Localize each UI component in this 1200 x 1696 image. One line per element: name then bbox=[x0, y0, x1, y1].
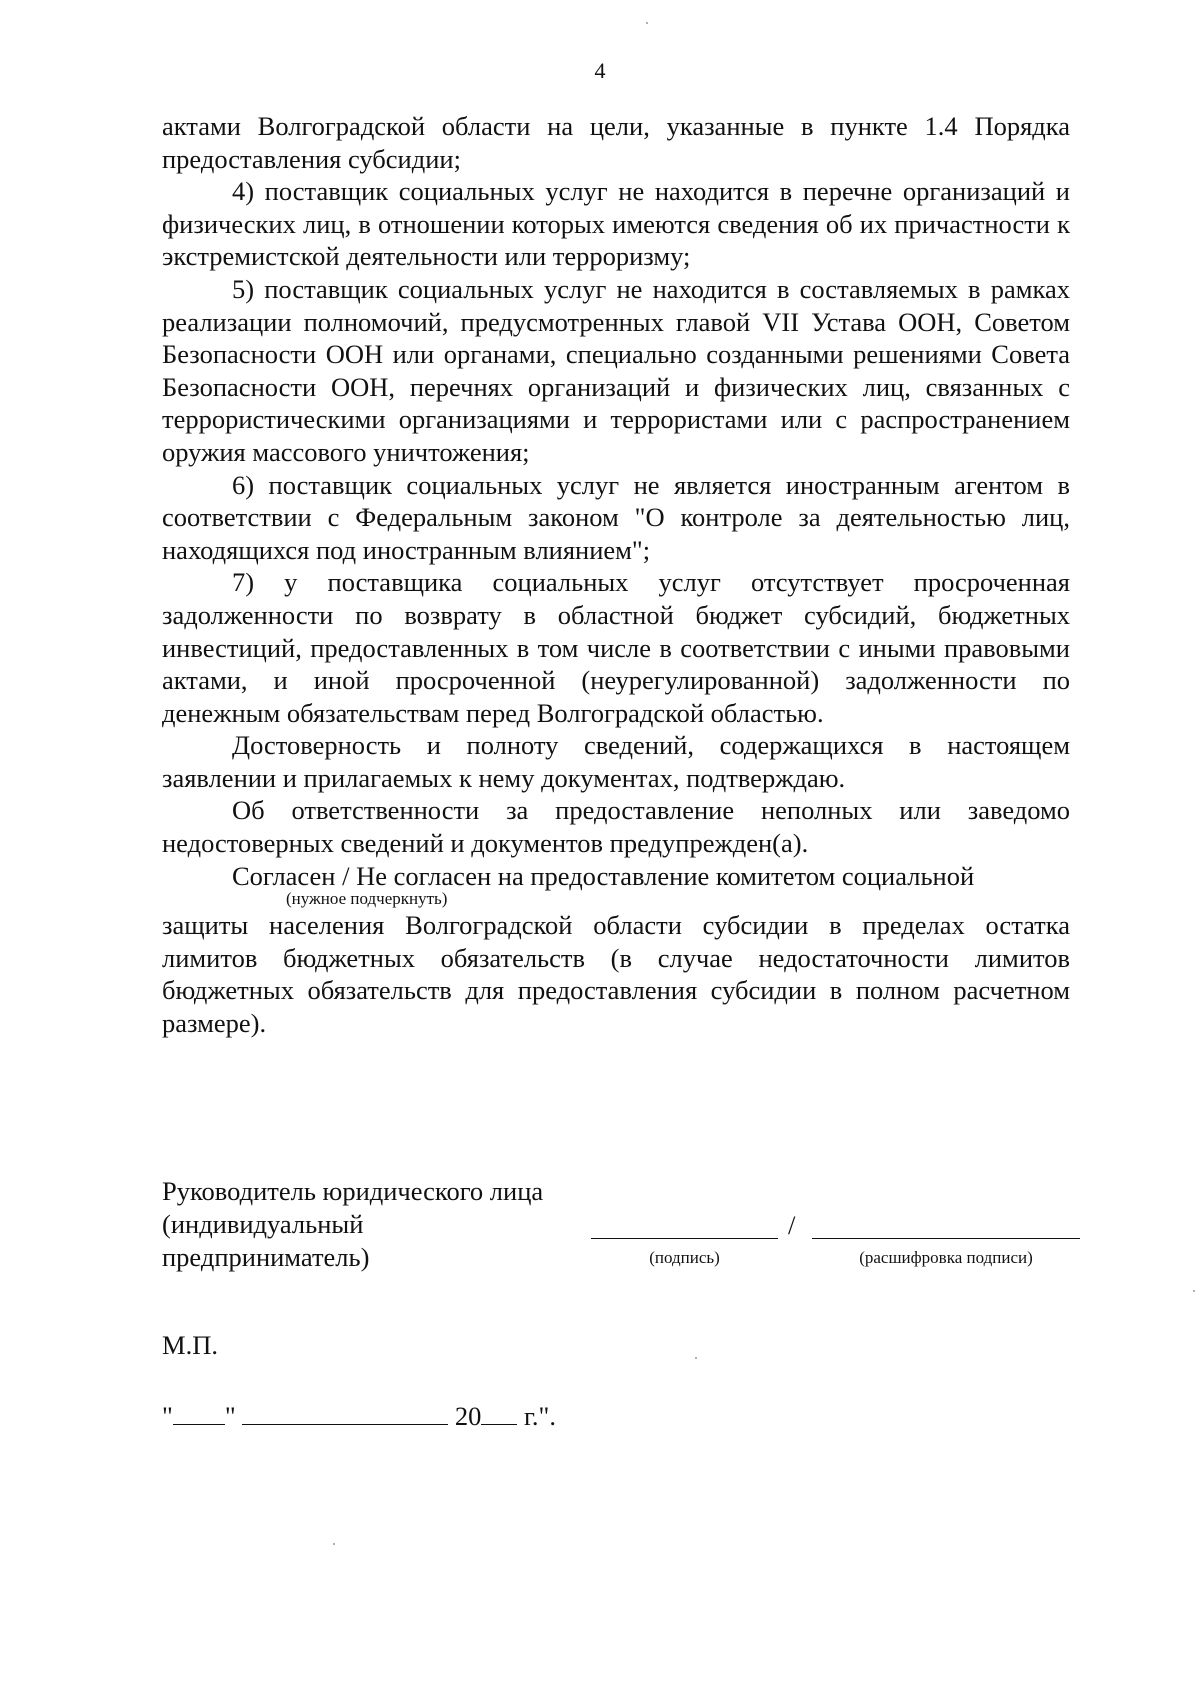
scan-speck bbox=[646, 22, 648, 24]
date-month-field[interactable] bbox=[242, 1400, 448, 1425]
signature-caption: (подпись) bbox=[649, 1248, 720, 1267]
date-open-quote: " bbox=[162, 1401, 173, 1431]
date-day-field[interactable] bbox=[173, 1400, 225, 1425]
date-close-quote: " bbox=[224, 1401, 236, 1431]
date-year-field[interactable] bbox=[481, 1400, 517, 1425]
date-row bbox=[162, 1400, 556, 1432]
paragraph-item-6: 6) поставщик социальных услуг не является иностранным агентом в соответствии с Федеральным законом "О контроле за деятельностью лиц, находящихся под иностранным влиянием"; bbox=[162, 469, 1070, 565]
paragraph-item-4: 4) поставщик социальных услуг не находится в перечне организаций и физических лиц, в отношении которых имеются сведения об их причастности к экстремистской деятельности или терроризму; bbox=[162, 176, 1070, 272]
signatory-role-line-1: Руководитель юридического лица bbox=[162, 1176, 544, 1206]
page-number: 4 bbox=[594, 58, 606, 83]
date-year-prefix: 20 bbox=[454, 1401, 482, 1431]
date-suffix: г.". bbox=[524, 1401, 556, 1431]
signatory-role-line-3: предприниматель) bbox=[162, 1242, 370, 1272]
consent-hint: (нужное подчеркнуть) bbox=[286, 889, 448, 909]
scan-speck bbox=[333, 1543, 335, 1545]
scan-speck bbox=[695, 1357, 697, 1359]
paragraph-intro: актами Волгоградской области на цели, указанные в пункте 1.4 Порядка предоставления субсидии; bbox=[162, 111, 1070, 174]
signature-separator: / bbox=[788, 1210, 796, 1240]
stamp-placeholder: М.П. bbox=[162, 1330, 218, 1360]
consent-line: Согласен / Не согласен на предоставление комитетом социальной bbox=[232, 860, 975, 891]
signature-decoding-caption: (расшифровка подписи) bbox=[859, 1248, 1033, 1267]
paragraph-reliability: Достоверность и полноту сведений, содержащихся в настоящем заявлении и прилагаемых к нему документах, подтверждаю. bbox=[162, 730, 1070, 793]
document-body bbox=[162, 110, 1070, 1040]
paragraph-item-5: 5) поставщик социальных услуг не находится в составляемых в рамках реализации полномочий, предусмотренных главой VII Устава ООН, Советом Безопасности ООН или органами, специально созданными решениями Совета Безопасности ООН, перечнях организаций и физических лиц, связанных с террористическими организациями и террористами или с распространением оружия массового уничтожения; bbox=[162, 273, 1070, 467]
signature-field[interactable] bbox=[591, 1238, 778, 1239]
signatory-role bbox=[162, 1175, 543, 1274]
paragraph-item-7: 7) у поставщика социальных услуг отсутствует просроченная задолженности по возврату в областной бюджет субсидий, бюджетных инвестиций, предоставленных в том числе в соответствии с иными правовыми актами, и иной просроченной (неурегулированной) задолженности по денежным обязательствам перед Волгоградской областью. bbox=[162, 567, 1070, 728]
consent-continuation: защиты населения Волгоградской области субсидии в пределах остатка лимитов бюджетных обязательств (в случае недостаточности лимитов бюджетных обязательств для предоставления субсидии в полном расчетном размере). bbox=[162, 910, 1070, 1039]
signature-decoding-field[interactable] bbox=[812, 1238, 1080, 1239]
scan-speck bbox=[1193, 1290, 1195, 1292]
paragraph-responsibility: Об ответственности за предоставление неполных или заведомо недостоверных сведений и документов предупрежден(а). bbox=[162, 795, 1070, 859]
signatory-role-line-2: (индивидуальный bbox=[162, 1209, 364, 1239]
